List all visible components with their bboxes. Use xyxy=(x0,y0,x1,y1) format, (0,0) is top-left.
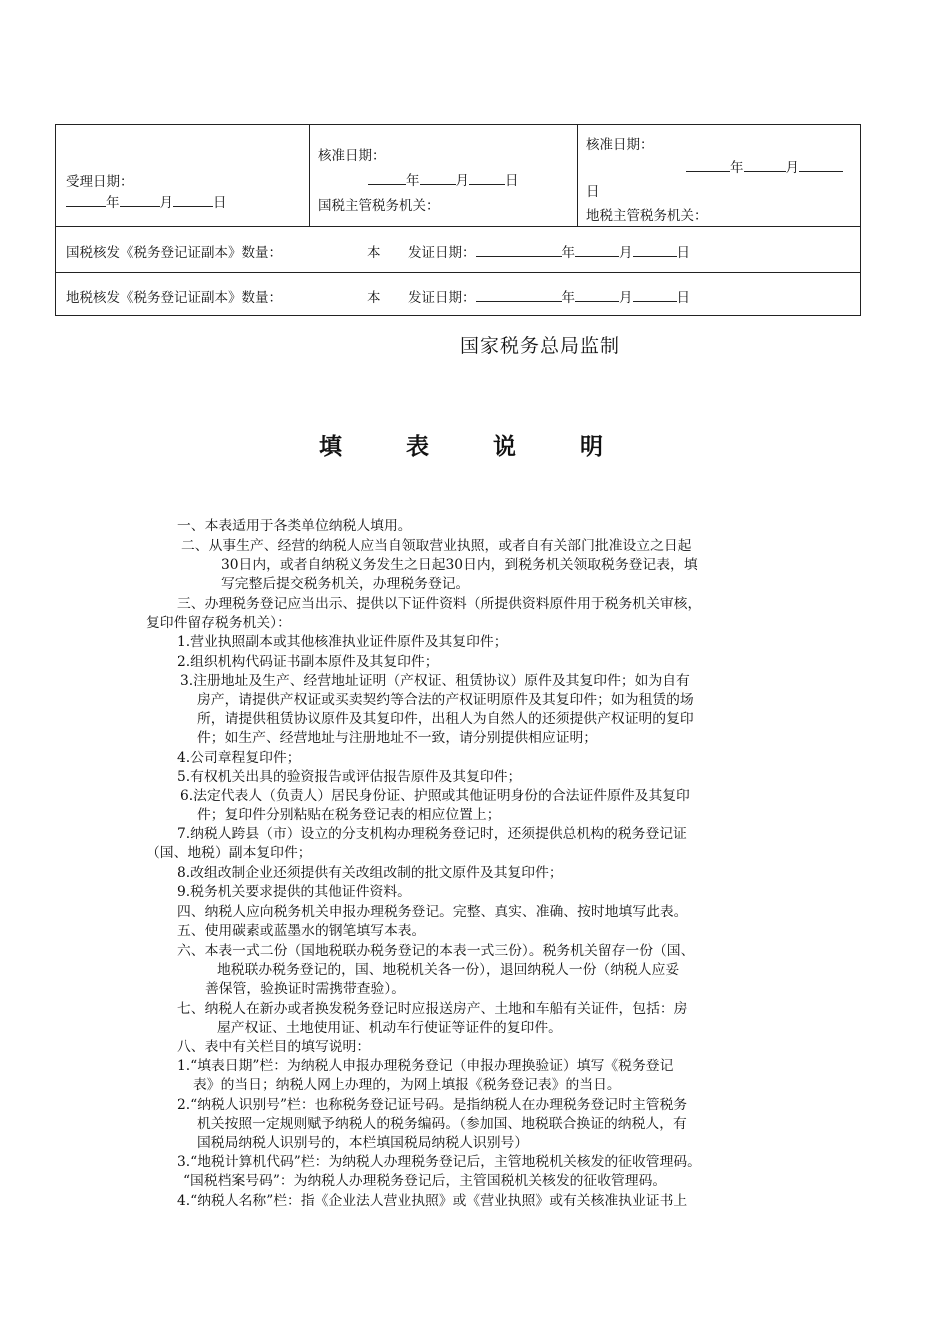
national-approval-date-label: 核准日期： xyxy=(318,148,386,164)
instruction-line: 善保管，验换证时需携带查验）。 xyxy=(205,981,406,997)
national-day-blank[interactable] xyxy=(469,172,505,185)
instruction-line: 复印件留存税务机关）： xyxy=(146,615,291,631)
acceptance-year-blank[interactable] xyxy=(66,194,106,207)
instruction-line: 4.公司章程复印件； xyxy=(177,750,301,766)
issue-date-label: 发证日期： xyxy=(408,245,476,261)
national-issue-day-blank[interactable] xyxy=(633,244,677,257)
instruction-line: 所，请提供租赁协议原件及其复印件，出租人为自然人的还须提供产权证明的复印 xyxy=(197,711,694,727)
instruction-line: 地税联办税务登记的，国、地税机关各一份），退回纳税人一份（纳税人应妥 xyxy=(217,962,680,978)
year-label: 年 xyxy=(730,160,744,176)
acceptance-day-blank[interactable] xyxy=(173,194,213,207)
national-issue-date xyxy=(408,241,690,261)
instruction-line: 4.“纳税人名称”栏：指《企业法人营业执照》或《营业执照》或有关核准执业证书上 xyxy=(177,1193,688,1209)
issue-date-label: 发证日期： xyxy=(408,290,476,306)
local-issue-day-blank[interactable] xyxy=(633,289,677,302)
instruction-line: 写完整后提交税务机关，办理税务登记。 xyxy=(221,576,470,592)
instruction-line: 二、从事生产、经营的纳税人应当自领取营业执照，或者自有关部门批准设立之日起 xyxy=(181,538,692,554)
local-year-blank[interactable] xyxy=(686,159,730,172)
instruction-line: 3.注册地址及生产、经营地址证明（产权证、租赁协议）原件及其复印件；如为自有 xyxy=(180,673,690,689)
instruction-line: 9.税务机关要求提供的其他证件资料。 xyxy=(177,884,411,900)
instruction-line: 五、使用碳素或蓝墨水的钢笔填写本表。 xyxy=(177,923,426,939)
instruction-line: 2.“纳税人识别号”栏：也称税务登记证号码。是指纳税人在办理税务登记时主管税务 xyxy=(177,1097,688,1113)
instruction-line: 6.法定代表人（负责人）居民身份证、护照或其他证明身份的合法证件原件及其复印 xyxy=(180,788,690,804)
year-label: 年 xyxy=(106,195,120,211)
national-copies-label: 国税核发《税务登记证副本》数量： xyxy=(66,245,282,261)
local-issue-year-blank[interactable] xyxy=(476,289,562,302)
local-copies-row xyxy=(56,273,860,315)
month-label: 月 xyxy=(619,290,633,306)
year-label: 年 xyxy=(561,290,575,306)
instruction-line: 国税局纳税人识别号的，本栏填国税局纳税人识别号） xyxy=(197,1135,529,1151)
national-issue-month-blank[interactable] xyxy=(575,244,619,257)
national-approval-date-fields xyxy=(368,169,519,189)
instruction-line: “国税档案号码”：为纳税人办理税务登记后，主管国税机关核发的征收管理码。 xyxy=(183,1173,667,1189)
national-copies-row xyxy=(56,226,860,273)
national-year-blank[interactable] xyxy=(368,172,406,185)
local-approval-date-label: 核准日期： xyxy=(586,137,654,153)
local-copies-label: 地税核发《税务登记证副本》数量： xyxy=(66,290,282,306)
instruction-line: 件；如生产、经营地址与注册地址不一致，请分别提供相应证明； xyxy=(197,730,598,746)
local-month-blank[interactable] xyxy=(744,159,786,172)
month-label: 月 xyxy=(159,195,173,211)
instructions-title: 填 表 说 明 xyxy=(318,433,632,460)
local-issue-month-blank[interactable] xyxy=(575,289,619,302)
approval-form-table xyxy=(55,124,861,316)
day-label: 日 xyxy=(213,195,227,211)
instruction-line: 屋产权证、土地使用证、机动车行使证等证件的复印件。 xyxy=(217,1020,562,1036)
local-day-blank[interactable] xyxy=(799,159,843,172)
acceptance-date-label: 受理日期： xyxy=(66,174,134,190)
instruction-line: 三、办理税务登记应当出示、提供以下证件资料（所提供资料原件用于税务机关审核， xyxy=(177,596,702,612)
instruction-line: 七、纳税人在新办或者换发税务登记时应报送房产、土地和车船有关证件，包括：房 xyxy=(177,1001,688,1017)
year-label: 年 xyxy=(561,245,575,261)
local-day-label: 日 xyxy=(586,184,600,200)
instruction-line: 一、本表适用于各类单位纳税人填用。 xyxy=(177,518,412,534)
approval-dates-row xyxy=(56,125,860,227)
local-copies-unit: 本 xyxy=(367,290,381,306)
month-label: 月 xyxy=(455,173,469,189)
instruction-line: 1.营业执照副本或其他核准执业证件原件及其复印件； xyxy=(177,634,508,650)
instruction-line: 5.有权机关出具的验资报告或评估报告原件及其复印件； xyxy=(177,769,522,785)
instruction-line: 四、纳税人应向税务机关申报办理税务登记。完整、真实、准确、按时地填写此表。 xyxy=(177,904,688,920)
year-label: 年 xyxy=(406,173,420,189)
acceptance-month-blank[interactable] xyxy=(120,194,160,207)
instruction-line: 件；复印件分别粘贴在税务登记表的相应位置上； xyxy=(197,807,501,823)
local-approval-date-fields xyxy=(686,156,843,176)
local-authority-label: 地税主管税务机关： xyxy=(586,208,708,224)
month-label: 月 xyxy=(785,160,799,176)
acceptance-date-fields xyxy=(66,191,227,211)
instruction-line: 7.纳税人跨县（市）设立的分支机构办理税务登记时，还须提供总机构的税务登记证 xyxy=(177,826,687,842)
day-label: 日 xyxy=(676,290,690,306)
local-approval-cell xyxy=(578,125,860,226)
acceptance-date-cell xyxy=(56,125,310,226)
instruction-line: 2.组织机构代码证书副本原件及其复印件； xyxy=(177,654,439,670)
supervisor-note: 国家税务总局监制 xyxy=(460,335,621,357)
instruction-line: 1.“填表日期”栏：为纳税人申报办理税务登记（申报办理换验证）填写《税务登记 xyxy=(177,1058,674,1074)
instruction-line: （国、地税）副本复印件； xyxy=(146,845,312,861)
national-issue-year-blank[interactable] xyxy=(476,244,562,257)
national-authority-label: 国税主管税务机关： xyxy=(318,198,440,214)
day-label: 日 xyxy=(676,245,690,261)
instruction-line: 机关按照一定规则赋予纳税人的税务编码。（参加国、地税联合换证的纳税人，有 xyxy=(197,1116,687,1132)
instruction-line: 3.“地税计算机代码”栏：为纳税人办理税务登记后，主管地税机关核发的征收管理码。 xyxy=(177,1154,701,1170)
local-issue-date xyxy=(408,286,690,306)
instruction-line: 表》的当日；纳税人网上办理的，为网上填报《税务登记表》的当日。 xyxy=(193,1077,621,1093)
instruction-line: 六、本表一式二份（国地税联办税务登记的本表一式三份）。税务机关留存一份（国、 xyxy=(177,943,695,959)
national-copies-unit: 本 xyxy=(367,245,381,261)
national-approval-cell xyxy=(310,125,578,226)
instruction-line: 房产，请提供产权证或买卖契约等合法的产权证明原件及其复印件；如为租赁的场 xyxy=(197,692,694,708)
instruction-line: 8.改组改制企业还须提供有关改组改制的批文原件及其复印件； xyxy=(177,865,563,881)
day-label: 日 xyxy=(505,173,519,189)
national-month-blank[interactable] xyxy=(420,172,456,185)
instruction-line: 八、表中有关栏目的填写说明： xyxy=(177,1039,371,1055)
instruction-line: 30日内，或者自纳税义务发生之日起30日内，到税务机关领取税务登记表，填 xyxy=(221,557,698,573)
month-label: 月 xyxy=(619,245,633,261)
